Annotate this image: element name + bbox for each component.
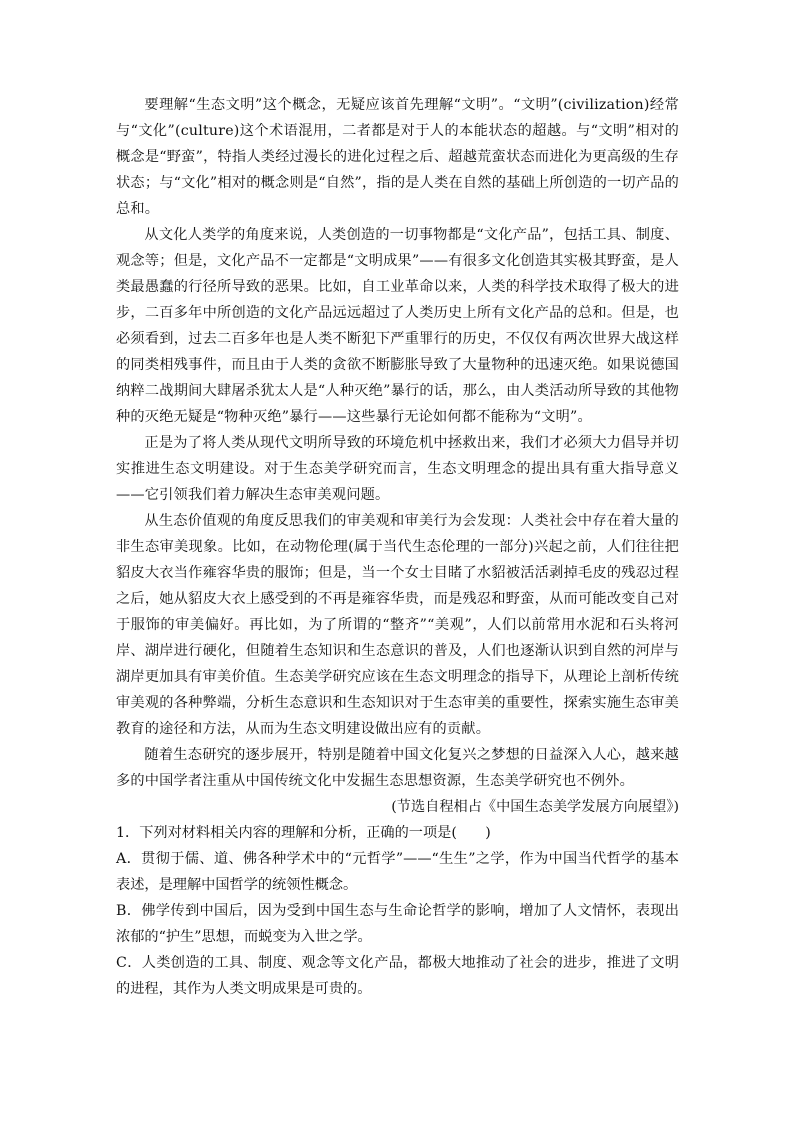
option-a: A．贯彻于儒、道、佛各种学术中的“元哲学”——“生生”之学，作为中国当代哲学的基本表述，是理解中国哲学的统领性概念。 <box>116 851 679 893</box>
passage-paragraph-5: 随着生态研究的逐步展开，特别是随着中国文化复兴之梦想的日益深入人心，越来越多的中国学者注重从中国传统文化中发掘生态思想资源，生态美学研究也不例外。 <box>116 747 679 789</box>
passage-paragraph-4: 从生态价值观的角度反思我们的审美观和审美行为会发现：人类社会中存在着大量的非生态审美现象。比如，在动物伦理(属于当代生态伦理的一部分)兴起之前，人们往往把貂皮大衣当作雍容华贵的服饰；但是，当一个女士目睹了水貂被活活剥掉毛皮的残忍过程之后，她从貂皮大衣上感受到的不再是雍容华贵，而是残忍和野蛮，从而可能改变自己对于服饰的审美偏好。再比如，为了所谓的“整齐”“美观”，人们以前常用水泥和石头将河岸、湖岸进行硬化，但随着生态知识和生态意识的普及，人们也逐渐认识到自然的河岸与湖岸更加具有审美价值。生态美学研究应该在生态文明理念的指导下，从理论上剖析传统审美观的各种弊端，分析生态意识和生态知识对于生态审美的重要性，探索实施生态审美教育的途径和方法，从而为生态文明建设做出应有的贡献。 <box>116 513 679 737</box>
option-b: B．佛学传到中国后，因为受到中国生态与生命论哲学的影响，增加了人文情怀，表现出浓郁的“护生”思想，而蜕变为入世之学。 <box>116 903 679 945</box>
document-page <box>116 92 679 1002</box>
option-c: C．人类创造的工具、制度、观念等文化产品，都极大地推动了社会的进步，推进了文明的进程，其作为人类文明成果是可贵的。 <box>116 955 679 997</box>
passage-paragraph-1: 要理解“生态文明”这个概念，无疑应该首先理解“文明”。“文明”(civilization)经常与“文化”(culture)这个术语混用，二者都是对于人的本能状态的超越。与“文明”相对的概念是“野蛮”，特指人类经过漫长的进化过程之后、超越荒蛮状态而进化为更高级的生存状态；与“文化”相对的概念则是“自然”，指的是人类在自然的基础上所创造的一切产品的总和。 <box>116 97 679 217</box>
question-stem: 1．下列对材料相关内容的理解和分析，正确的一项是( ) <box>116 825 491 841</box>
passage-source: (节选自程相占《中国生态美学发展方向展望》) <box>391 799 679 815</box>
passage-paragraph-2: 从文化人类学的角度来说，人类创造的一切事物都是“文化产品”，包括工具、制度、观念等；但是，文化产品不一定都是“文明成果”——有很多文化创造其实极其野蛮，是人类最愚蠢的行径所导致的恶果。比如，自工业革命以来，人类的科学技术取得了极大的进步，二百多年中所创造的文化产品远远超过了人类历史上所有文化产品的总和。但是，也必须看到，过去二百多年也是人类不断犯下严重罪行的历史，不仅仅有两次世界大战这样的同类相残事件，而且由于人类的贪欲不断膨胀导致了大量物种的迅速灭绝。如果说德国纳粹二战期间大肆屠杀犹太人是“人种灭绝”暴行的话，那么，由人类活动所导致的其他物种的灭绝无疑是“物种灭绝”暴行——这些暴行无论如何都不能称为“文明”。 <box>116 227 679 425</box>
passage-paragraph-3: 正是为了将人类从现代文明所导致的环境危机中拯救出来，我们才必须大力倡导并切实推进生态文明建设。对于生态美学研究而言，生态文明理念的提出具有重大指导意义——它引领我们着力解决生态审美观问题。 <box>116 435 679 503</box>
